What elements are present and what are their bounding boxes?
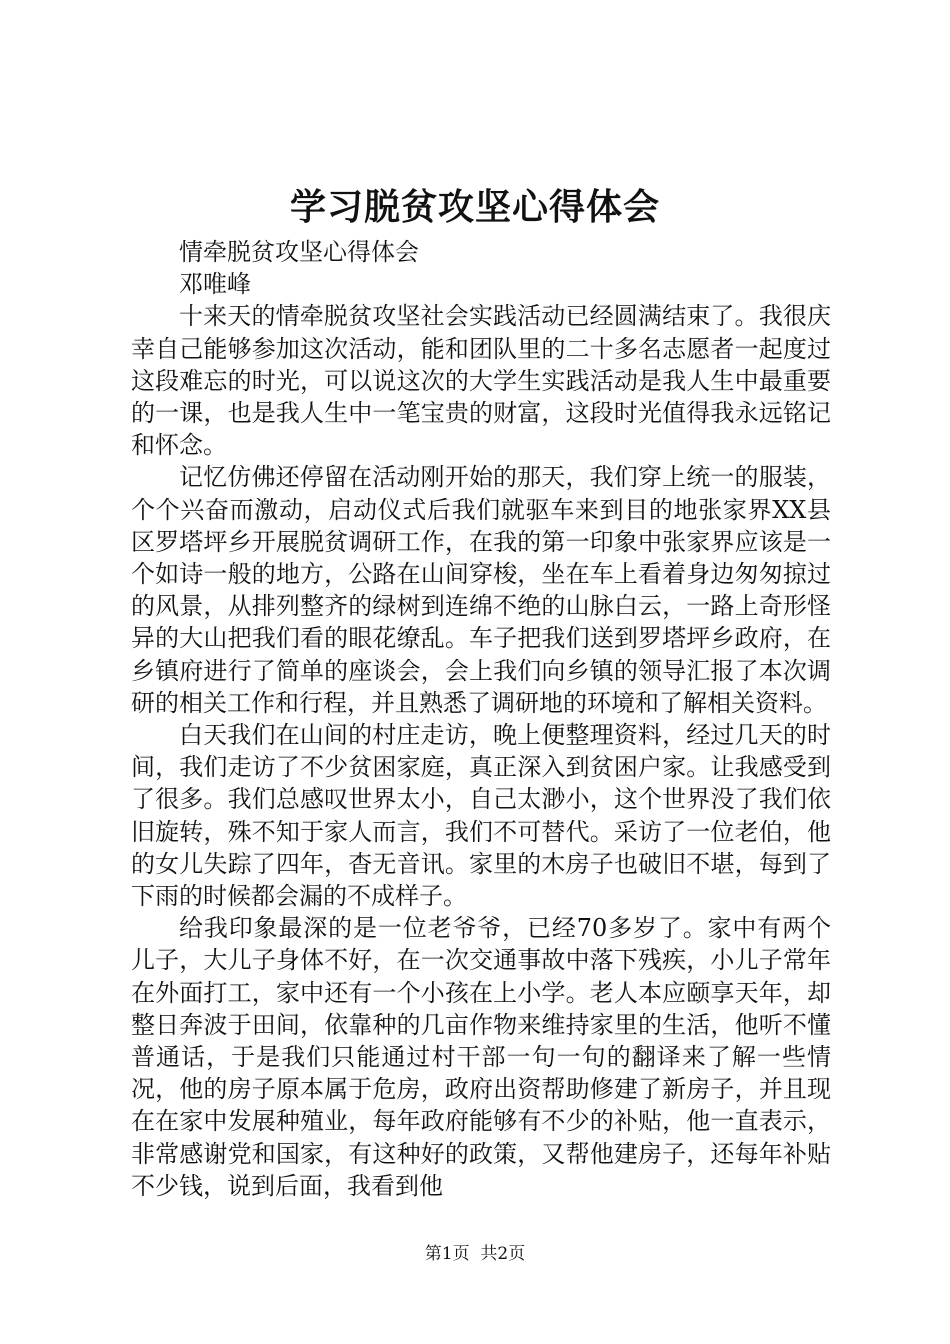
page-number: 第1页 [424, 1244, 470, 1264]
document-body [131, 236, 831, 1202]
author-paragraph: 邓唯峰 [179, 270, 251, 299]
body-paragraph: 十来天的情牵脱贫攻坚社会实践活动已经圆满结束了。我很庆幸自己能够参加这次活动，能和团队里的二十多名志愿者一起度过这段难忘的时光，可以说这次的大学生实践活动是我人生中最重要的一课，也是我人生中一笔宝贵的财富，这段时光值得我永远铭记和怀念。 [131, 302, 831, 460]
body-paragraph: 给我印象最深的是一位老爷爷，已经70多岁了。家中有两个儿子，大儿子身体不好，在一次交通事故中落下残疾，小儿子常年在外面打工，家中还有一个小孩在上小学。老人本应颐享天年，却整日奔波于田间，依靠种的几亩作物来维持家里的生活，他听不懂普通话，于是我们只能通过村干部一句一句的翻译来了解一些情况，他的房子原本属于危房，政府出资帮助修建了新房子，并且现在在家中发展种殖业，每年政府能够有不少的补贴，他一直表示，非常感谢党和国家，有这种好的政策，又帮他建房子，还每年补贴不少钱，说到后面，我看到他 [131, 914, 831, 1200]
subtitle-paragraph: 情牵脱贫攻坚心得体会 [179, 238, 419, 266]
body-paragraph: 记忆仿佛还停留在活动刚开始的那天，我们穿上统一的服装，个个兴奋而激动，启动仪式后我们就驱车来到目的地张家界XX县区罗塔坪乡开展脱贫调研工作，在我的第一印象中张家界应该是一个如诗一般的地方，公路在山间穿梭，坐在车上看着身边匆匆掠过的风景，从排列整齐的绿树到连绵不绝的山脉白云，一路上奇形怪异的大山把我们看的眼花缭乱。车子把我们送到罗塔坪乡政府，在乡镇府进行了简单的座谈会，会上我们向乡镇的领导汇报了本次调研的相关工作和行程，并且熟悉了调研地的环境和了解相关资料。 [131, 463, 831, 717]
page-footer [0, 1242, 950, 1266]
page-total: 共2页 [480, 1244, 526, 1264]
body-paragraph: 白天我们在山间的村庄走访，晚上便整理资料，经过几天的时间，我们走访了不少贫困家庭，真正深入到贫困户家。让我感受到了很多。我们总感叹世界太小，自己太渺小，这个世界没了我们依旧旋转，殊不知于家人而言，我们不可替代。采访了一位老伯，他的女儿失踪了四年，杳无音讯。家里的木房子也破旧不堪，每到了下雨的时候都会漏的不成样子。 [131, 721, 831, 911]
document-title: 学习脱贫攻坚心得体会 [289, 186, 660, 228]
